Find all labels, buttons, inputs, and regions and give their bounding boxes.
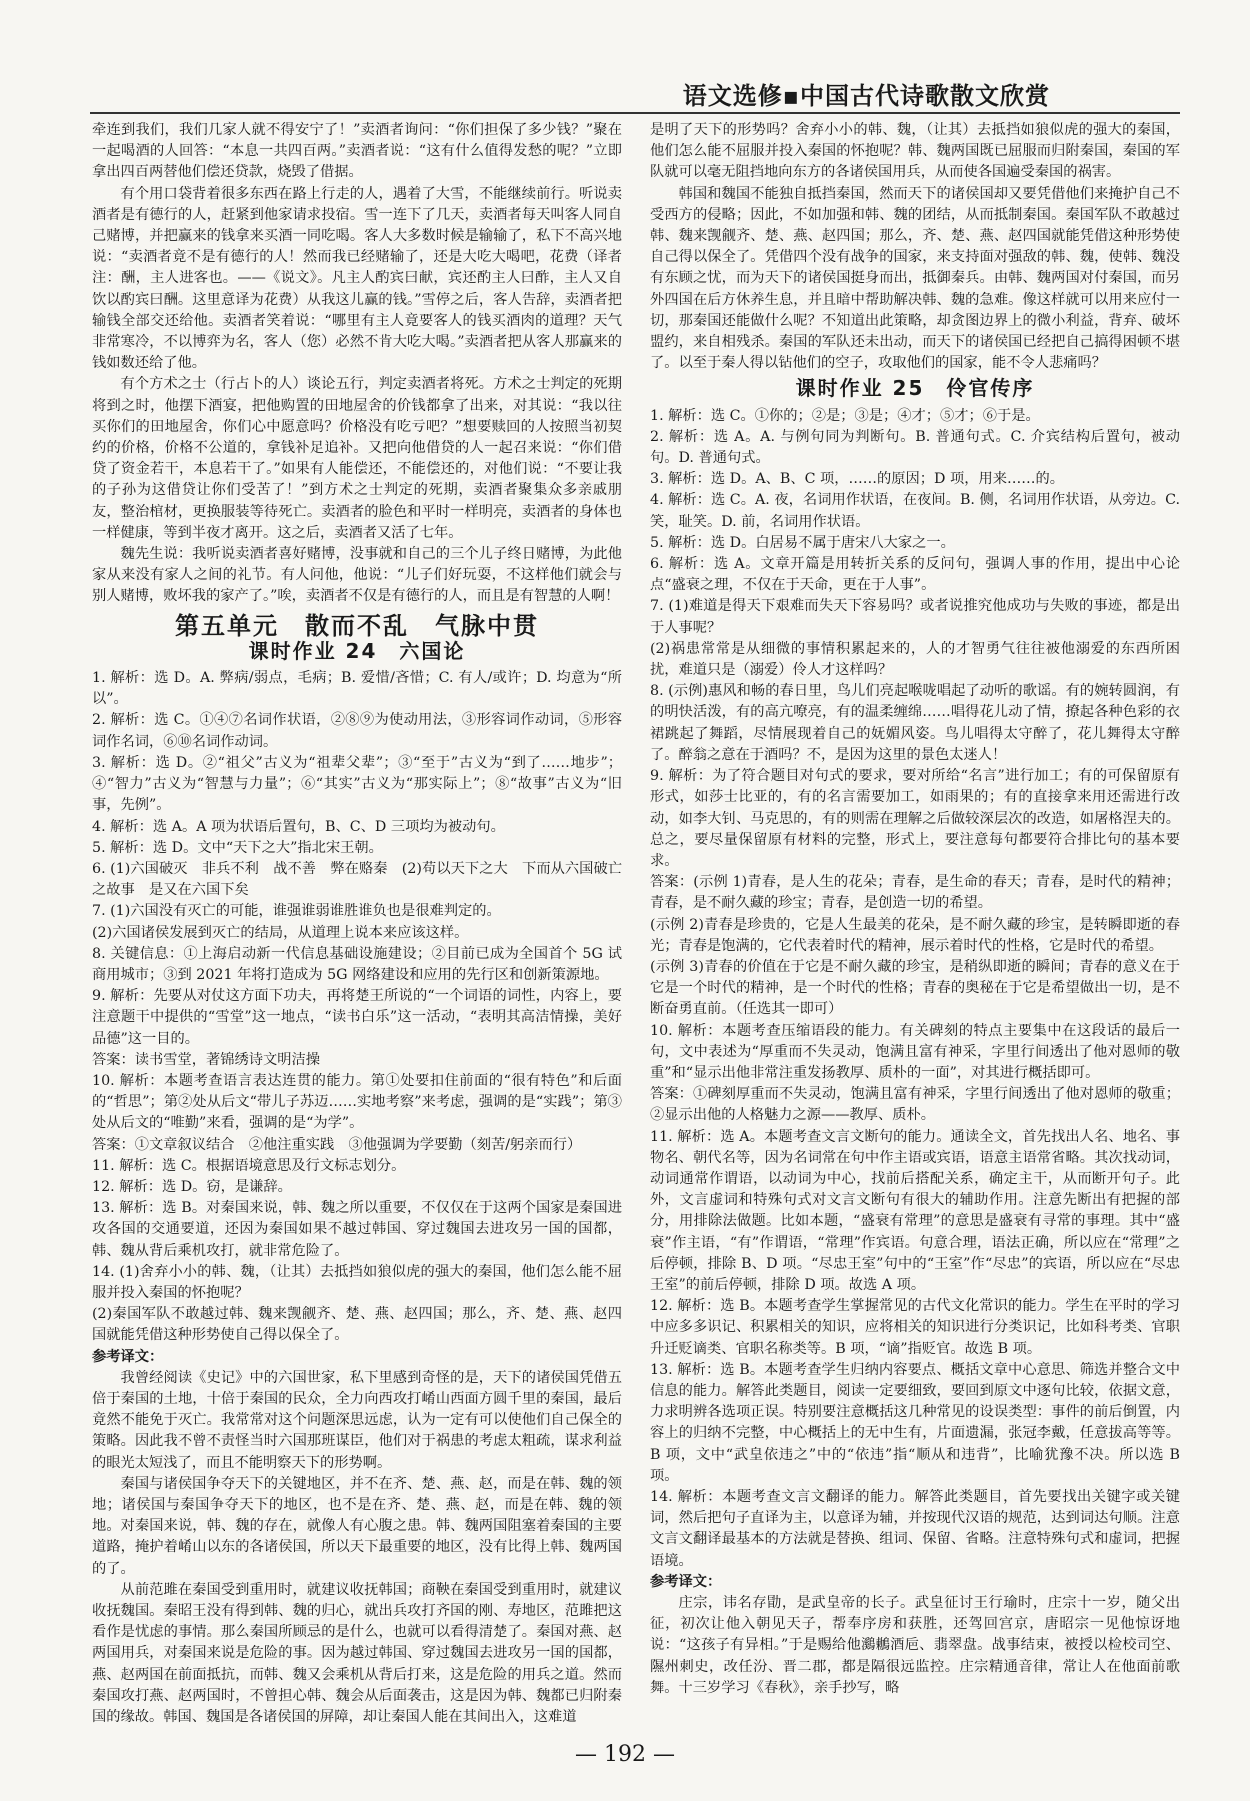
answer-item: 5. 解析：选 D。文中“天下之大”指北宋王朝。 [92, 839, 383, 856]
reference-translation-title: 参考译文： [650, 1573, 722, 1590]
running-header [90, 72, 1180, 114]
answer-item: 4. 解析：选 A。A 项为状语后置句，B、C、D 三项均为被动句。 [92, 818, 505, 835]
translation-paragraph: 庄宗，讳名存勖，是武皇帝的长子。武皇征讨王行瑜时，庄宗十一岁，随父出征，初次让他入朝见天子，帮奉序房和获胜，还驾回宫京，唐昭宗一见他惊讶地说：“这孩子有异相。”于是赐给他鸂鶒酒巵、翡翠盘。战事结束，被授以检校司空、隰州刺史，改任汾、晋二郡，都是隔很远监控。庄宗精通音律，常让人在他面前歌舞。十三岁学习《春秋》，亲手抄写，略 [650, 1595, 1180, 1696]
answer-item: (示例 3)青春的价值在于它是不耐久藏的珍宝，是稍纵即逝的瞬间；青春的意义在于它是一个时代的精神，是一个时代的性格；青春的奥秘在于它是希望做出一切，是不断奋勇直前。（任选其一即可） [650, 958, 1180, 1018]
translation-paragraph: 秦国与诸侯国争夺天下的关键地区，并不在齐、楚、燕、赵，而是在韩、魏的领地；诸侯国与秦国争夺天下的地区，也不是在齐、楚、燕、赵，而是在韩、魏的领地。对秦国来说，韩、魏的存在，就像人有心腹之患。韩、魏两国阻塞着秦国的主要道路，掩护着崤山以东的各诸侯国，所以天下最重要的地区，没有比得上韩、魏两国的了。 [92, 1475, 622, 1577]
answer-item: 12. 解析：选 D。窃，是谦辞。 [92, 1178, 292, 1195]
translation-paragraph: 韩国和魏国不能独自抵挡秦国，然而天下的诸侯国却又要凭借他们来掩护自己不受西方的侵略；因此，不如加强和韩、魏的团结，从而抵制秦国。秦国军队不敢越过韩、魏来觊觎齐、楚、燕、赵四国；那么，齐、楚、燕、赵四国就能凭借这种形势使自己得以保全了。凭借四个没有战争的国家，来支持面对强敌的韩、魏，使韩、魏没有东顾之忧，而为天下的诸侯国挺身而出，抵御秦兵。由韩、魏两国对付秦国，而另外四国在后方休养生息，并且暗中帮助解决韩、魏的急难。像这样就可以用来应付一切，那秦国还能做什么呢？不知道出此策略，却贪图边界上的微小利益，背弃、破坏盟约，来自相残杀。秦国的军队还未出动，而天下的诸侯国已经把自己搞得困顿不堪了。以至于秦人得以钻他们的空子，攻取他们的国家，能不令人悲痛吗？ [650, 185, 1180, 372]
answer-item: 4. 解析：选 C。A. 夜，名词用作状语，在夜间。B. 侧，名词用作状语，从旁边。C. 笑，耻笑。D. 前，名词用作状语。 [650, 492, 1180, 530]
answer-item: 5. 解析：选 D。白居易不属于唐宋八大家之一。 [650, 534, 955, 551]
right-column [650, 120, 1180, 1699]
story-paragraph: 有个用口袋背着很多东西在路上行走的人，遇着了大雪，不能继续前行。听说卖酒者是有德行的人，赶紧到他家请求投宿。雪一连下了几天，卖酒者每天叫客人同自己赌博，并把赢来的钱拿来买酒一同吃喝。客人大多数时候是输输了，私下不高兴地说：“卖酒者竟不是有德行的人！然而我已经赌输了，还是大吃大喝吧，花费（译者注：酬，主人进客也。——《说文》。凡主人酌宾曰献，宾还酌主人曰酢，主人又自饮以酌宾曰酬。这里意译为花费）从我这儿赢的钱。”雪停之后，客人告辞，卖酒者把输钱全部交还给他。卖酒者笑着说：“哪里有主人竟要客人的钱买酒肉的道理？天气非常寒冷，不以博弈为名，客人（您）必然不肯大吃大喝。”卖酒者把从客人那赢来的钱如数还给了他。 [92, 185, 622, 372]
translation-paragraph: 从前范雎在秦国受到重用时，就建议收抚韩国；商鞅在秦国受到重用时，就建议收抚魏国。秦昭王没有得到韩、魏的归心，就出兵攻打齐国的刚、寿地区，范雎把这看作是忧虑的事情。那么秦国所顾忌的是什么，也就可以看得清楚了。秦国对燕、赵两国用兵，对秦国来说是危险的事。因为越过韩国、穿过魏国去进攻另一国的国都，燕、赵两国在前面抵抗，而韩、魏又会乘机从背后打来，这是危险的用兵之道。然而秦国攻打燕、赵两国时，不曾担心韩、魏会从后面袭击，这是因为韩、魏都已归附秦国的缘故。韩国、魏国是各诸侯国的屏障，却让秦国人能在其间出入，这难道 [92, 1581, 622, 1726]
answer-item: 9. 解析：为了符合题目对句式的要求，要对所给“名言”进行加工；有的可保留原有形式，如莎士比亚的，有的名言需要加工，如雨果的；有的直接拿来用还需进行改动，如李大钊、马克思的，有的则需在理解之后做较深层次的改造，如屠格涅夫的。总之，要尽量保留原有材料的完整，形式上，要注意每句都要符合排比句的基本要求。 [650, 768, 1180, 869]
answer-item: (2)六国诸侯发展到灭亡的结局，从道理上说本来应该这样。 [92, 924, 469, 941]
unit-title: 第五单元 散而不乱 气脉中贯 [175, 611, 539, 640]
answer-item: 3. 解析：选 D。A、B、C 项，……的原因；D 项，用来……的。 [650, 471, 1064, 488]
answer-item: 10. 解析：本题考查压缩语段的能力。有关碑刻的特点主要集中在这段话的最后一句，文中表述为“厚重而不失灵动，饱满且富有神采，字里行间透出了他对恩师的敬重”和“显示出他非常注重发扬教厚、质朴的一面”，对其进行概括即可。 [650, 1022, 1180, 1081]
left-column [92, 120, 622, 1728]
answer-item: 答案：读书雪堂，著锦绣诗文明洁操 [92, 1051, 321, 1068]
page-number: — 192 — [575, 1742, 675, 1767]
answer-item: 答案：①碑刻厚重而不失灵动，饱满且富有神采，字里行间透出了他对恩师的敬重；②显示出他的人格魅力之源——教厚、质朴。 [650, 1086, 1180, 1124]
answer-item: 2. 解析：选 A。A. 与例句同为判断句。B. 普通句式。C. 介宾结构后置句，被动句。D. 普通句式。 [650, 428, 1180, 467]
lesson-title: 课时作业 24 六国论 [248, 638, 466, 663]
answer-item: 8. 关键信息：①上海启动新一代信息基础设施建设；②目前已成为全国首个 5G 试商用城市；③到 2021 年将打造成为 5G 网络建设和应用的先行区和创新策源地。 [92, 945, 622, 983]
answer-item: 答案：(示例 1)青春，是人生的花朵；青春，是生命的春天；青春，是时代的精神；青春，是不耐久藏的珍宝；青春，是创造一切的希望。 [650, 874, 1180, 912]
header-title: 语文选修▪中国古代诗歌散文欣赏 [682, 82, 1050, 110]
answer-item: 12. 解析：选 B。本题考查学生掌握常见的古代文化常识的能力。学生在平时的学习中应多多识记、积累相关的知识，应将相关的知识进行分类识记，比如科考类、官职升迁贬谪类、官职名称类等。B 项，“谪”指贬官。故选 B 项。 [650, 1298, 1180, 1357]
answer-item: 11. 解析：选 A。本题考查文言文断句的能力。通读全文，首先找出人名、地名、事物名、朝代名等，因为名词常在句中作主语或宾语，语意主语常省略。其次找动词，动词通常作谓语，以动词为中心，找前后搭配关系，确定主干，从而断开句子。此外，文言虚词和特殊句式对文言文断句有很大的辅助作用。注意先断出有把握的部分，用排除法做题。比如本题，“盛衰有常理”的意思是盛衰有寻常的事理。其中“盛衰”作主语，“有”作谓语，“常理”作宾语。句意合理，语法正确，所以应在“常理”之后停顿，排除 B、D 项。“尽忠王室”句中的“王室”作“尽忠”的宾语，所以应在“尽忠王室”的前后停顿，排除 D 项。故选 A 项。 [650, 1128, 1180, 1293]
reference-translation-title: 参考译文： [92, 1348, 164, 1365]
answer-item: 8. (示例)惠风和畅的春日里，鸟儿们亮起喉咙唱起了动听的歌谣。有的婉转圆润，有的明快活泼，有的高亢嘹亮，有的温柔缠绵……唱得花儿动了情，撩起各种色彩的衣裙跳起了舞蹈，尽情展现着自己的妩媚风姿。鸟儿唱得太守醉了，花儿舞得太守醉了。醉翁之意在于酒吗？不，是因为这里的景色太迷人！ [650, 683, 1180, 763]
answer-item: (2)祸患常常是从细微的事情积累起来的，人的才智勇气往往被他溺爱的东西所困扰，难道只是（溺爱）伶人才这样吗？ [650, 640, 1180, 679]
translation-paragraph: 我曾经阅读《史记》中的六国世家，私下里感到奇怪的是，天下的诸侯国凭借五倍于秦国的土地，十倍于秦国的民众，全力向西攻打崤山西面方圆千里的秦国，最后竟然不能免于灭亡。我常常对这个问题深思远虑，认为一定有可以使他们自己保全的策略。因此我不曾不责怪当时六国那班谋臣，他们对于祸患的考虑太粗疏，谋求利益的眼光太短浅了，而且不能明察天下的形势啊。 [92, 1369, 622, 1471]
answer-item: 6. 解析：选 A。文章开篇是用转折关系的反问句，强调人事的作用，提出中心论点“盛衰之理，不仅在于天命，更在于人事”。 [650, 556, 1180, 594]
answer-item: 1. 解析：选 C。①你的；②是；③是；④才；⑤才；⑥于是。 [650, 407, 1040, 424]
answer-item: (2)秦国军队不敢越过韩、魏来觊觎齐、楚、燕、赵四国；那么，齐、楚、燕、赵四国就能凭借这种形势使自己得以保全了。 [92, 1306, 622, 1344]
translation-paragraph: 是明了天下的形势吗？舍弃小小的韩、魏，（让其）去抵挡如狼似虎的强大的秦国，他们怎么能不屈服并投入秦国的怀抱呢？韩、魏两国既已屈服而归附秦国，秦国的军队就可以毫无阻挡地向东方的各诸侯国用兵，从而使各国遍受秦国的祸害。 [650, 122, 1180, 181]
answer-item: 9. 解析：先要从对仗这方面下功夫，再将楚王所说的“一个词语的词性，内容上，要注意题干中提供的“雪堂”这一地点，“读书白乐”这一活动，“表明其高洁情操，美好品德”这一目的。 [92, 988, 622, 1047]
answer-item: 6. (1)六国破灭 非兵不利 战不善 弊在赂秦 (2)苟以天下之大 下而从六国破亡之故事 是又在六国下矣 [92, 860, 622, 899]
story-paragraph: 魏先生说：我听说卖酒者喜好赌博，没事就和自己的三个儿子终日赌博，为此他家从来没有家人之间的礼节。有人问他，他说：“儿子们好玩耍，不这样他们就会与别人赌博，败坏我的家产了。”唉，卖酒者不仅是有德行的人，而且是有智慧的人啊！ [92, 546, 622, 605]
answer-item: 14. (1)舍弃小小的韩、魏，（让其）去抵挡如狼似虎的强大的秦国，他们怎么能不屈服并投入秦国的怀抱呢？ [92, 1263, 622, 1301]
story-paragraph: 牵连到我们，我们几家人就不得安宁了！”卖酒者询问：“你们担保了多少钱？”聚在一起喝酒的人回答：“本息一共四百两。”卖酒者说：“这有什么值得发愁的呢？”立即拿出四百两替他们偿还贷款，烧毁了借据。 [92, 122, 622, 181]
lesson-title: 课时作业 25 伶官传序 [795, 376, 1035, 401]
answer-item: 2. 解析：选 C。①④⑦名词作状语，②⑧⑨为使动用法，③形容词作动词，⑤形容词作名词，⑥⑩名词作动词。 [92, 712, 622, 750]
answer-item: 13. 解析：选 B。本题考查学生归纳内容要点、概括文章中心意思、筛选并整合文中信息的能力。解答此类题目，阅读一定要细致，要回到原文中逐句比较，依据文意，力求明辨各选项正误。特别要注意概括这几种常见的设误类型：事件的前后倒置，内容上的归纳不完整，中心概括上的无中生有，片面遗漏，张冠李戴，任意拔高等等。B 项，文中“武皇依违之”中的“依违”指“顺从和违背”，比喻犹豫不决。所以选 B 项。 [650, 1361, 1180, 1484]
answer-item: 7. (1)六国没有灭亡的可能，谁强谁弱谁胜谁负也是很难判定的。 [92, 903, 501, 920]
answer-item: 13. 解析：选 B。对秦国来说，韩、魏之所以重要，不仅仅在于这两个国家是秦国进攻各国的交通要道，还因为秦国如果不越过韩国、穿过魏国去进攻另一国的国都，韩、魏从背后乘机攻打，就非常危险了。 [92, 1200, 622, 1259]
answer-item: 11. 解析：选 C。根据语境意思及行文标志划分。 [92, 1157, 406, 1174]
answer-item: 14. 解析：本题考查文言文翻译的能力。解答此类题目，首先要找出关键字或关键词，然后把句子直译为主，以意译为辅，并按现代汉语的规范，达到词达句顺。注意文言文翻译最基本的方法就是替换、组词、保留、省略。注意特殊句式和虚词，把握语境。 [650, 1489, 1180, 1569]
answer-item: 3. 解析：选 D。②“祖父”古义为“祖辈父辈”；③“至于”古义为“到了……地步”；④“智力”古义为“智慧与力量”；⑥“其实”古义为“那实际上”；⑧“故事”古义为“旧事，先例”。 [92, 754, 622, 814]
answer-item: 1. 解析：选 D。A. 弊病/弱点，毛病；B. 爱惜/吝惜；C. 有人/或许；D. 均意为“所以”。 [92, 670, 622, 708]
story-paragraph: 有个方术之士（行占卜的人）谈论五行，判定卖酒者将死。方术之士判定的死期将到之时，他摆下酒宴，把他购置的田地屋舍的价钱都拿了出来，对其说：“我以往买你们的田地屋舍，你们心中愿意吗？价格没有吃亏吧？”想要赎回的人按照当初契约的价格，价格不公道的，拿钱补足追补。又把向他借贷的人一起召来说：“你们借贷了资金若干，本息若干了。”如果有人能偿还，不能偿还的，对他们说：“不要让我的子孙为这借贷让你们受苦了！”到方术之士判定的死期，卖酒者聚集众多亲戚朋友，整治棺材，更换服装等待死亡。卖酒者的脸色和平时一样明亮，卖酒者的身体也一样健康，等到半夜才离开。这之后，卖酒者又活了七年。 [92, 376, 622, 541]
answer-item: 10. 解析：本题考查语言表达连贯的能力。第①处要扣住前面的“很有特色”和后面的“哲思”；第②处从后文“带儿子苏迈……实地考察”来考虑，强调的是“实践”；第③处从后文的“唯勤”来看，强调的是“为学”。 [92, 1072, 622, 1132]
answer-item: 答案：①文章叙议结合 ②他注重实践 ③他强调为学要勤（刻苦/躬亲而行） [92, 1136, 582, 1153]
answer-item: 7. (1)难道是得天下艰难而失天下容易吗？或者说推究他成功与失败的事迹，都是出于人事呢？ [650, 598, 1180, 636]
answer-item: (示例 2)青春是珍贵的，它是人生最美的花朵，是不耐久藏的珍宝，是转瞬即逝的春光；青春是饱满的，它代表着时代的精神，展示着时代的性格，它是时代的希望。 [650, 916, 1180, 954]
